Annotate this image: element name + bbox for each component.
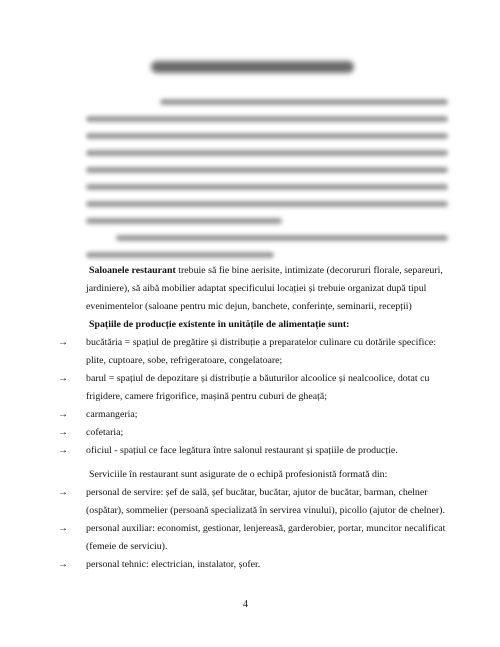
list-item-continuation: plite, cuptoare, sobe, refrigeratoare, congelatoare; [86, 355, 283, 366]
blurred-line [86, 167, 448, 173]
list-item: oficiul - spațiul ce face legătura între salonul restaurant și spațiile de producție. [86, 445, 398, 456]
blurred-line [86, 184, 448, 190]
arrow-icon: → [58, 373, 68, 384]
list-item-continuation: (ospătar), sommelier (persoană specializată în servirea vinului), picollo (ajutor de chelner). [86, 505, 445, 516]
production-heading: Spațiile de producție existente în unitățile de alimentație sunt: [89, 319, 350, 330]
list-item: barul = spațiul de depozitare și distribuție a băuturilor alcoolice și nealcoolice, dotat cu [86, 373, 430, 384]
blurred-section [0, 0, 500, 260]
blurred-line [86, 252, 274, 258]
list-item: carmangeria; [86, 409, 138, 420]
list-item-continuation: (femeie de serviciu). [86, 541, 168, 552]
arrow-icon: → [58, 427, 68, 438]
arrow-icon: → [58, 337, 68, 348]
blurred-line [160, 99, 448, 105]
salons-line-1 [89, 265, 443, 277]
arrow-icon: → [58, 409, 68, 420]
salons-line-3: evenimentelor (saloane pentru mic dejun, banchete, conferințe, seminarii, recepții) [86, 301, 412, 312]
arrow-icon: → [58, 523, 68, 534]
list-item: bucătăria = spațiul de pregătire și distribuție a preparatelor culinare cu dotările specifice: [86, 337, 436, 348]
arrow-icon: → [58, 559, 68, 570]
salons-line-1-text: trebuie să fie bine aerisite, intimizate (decorururi florale, separeuri, [175, 265, 443, 276]
arrow-icon: → [58, 487, 68, 498]
list-item: personal de servire: șef de sală, șef bucătar, bucătar, ajutor de bucătar, barman, chelner [86, 487, 428, 498]
salons-bold-term: Saloanele restaurant [89, 265, 176, 276]
blurred-line [86, 150, 448, 156]
blurred-title [151, 61, 354, 73]
list-item: personal auxiliar: economist, gestionar, lenjereasă, garderobier, portar, muncitor necalificat [86, 523, 446, 534]
list-item: cofetaria; [86, 427, 124, 438]
salons-line-2: jardiniere), să aibă mobilier adaptat specificului locației și trebuie organizat după tipul [86, 283, 427, 294]
blurred-line [86, 116, 448, 122]
blurred-line [86, 218, 282, 224]
blurred-line [86, 201, 448, 207]
arrow-icon: → [58, 445, 68, 456]
blurred-line [116, 235, 448, 241]
list-item-continuation: frigidere, camere frigorifice, mașină pentru cuburi de gheață; [86, 391, 327, 402]
services-intro: Serviciile în restaurant sunt asigurate de o echipă profesionistă formată din: [89, 469, 388, 480]
list-item: personal tehnic: electrician, instalator, șofer. [86, 559, 261, 570]
page-number: 4 [243, 599, 248, 610]
blurred-line [86, 133, 448, 139]
